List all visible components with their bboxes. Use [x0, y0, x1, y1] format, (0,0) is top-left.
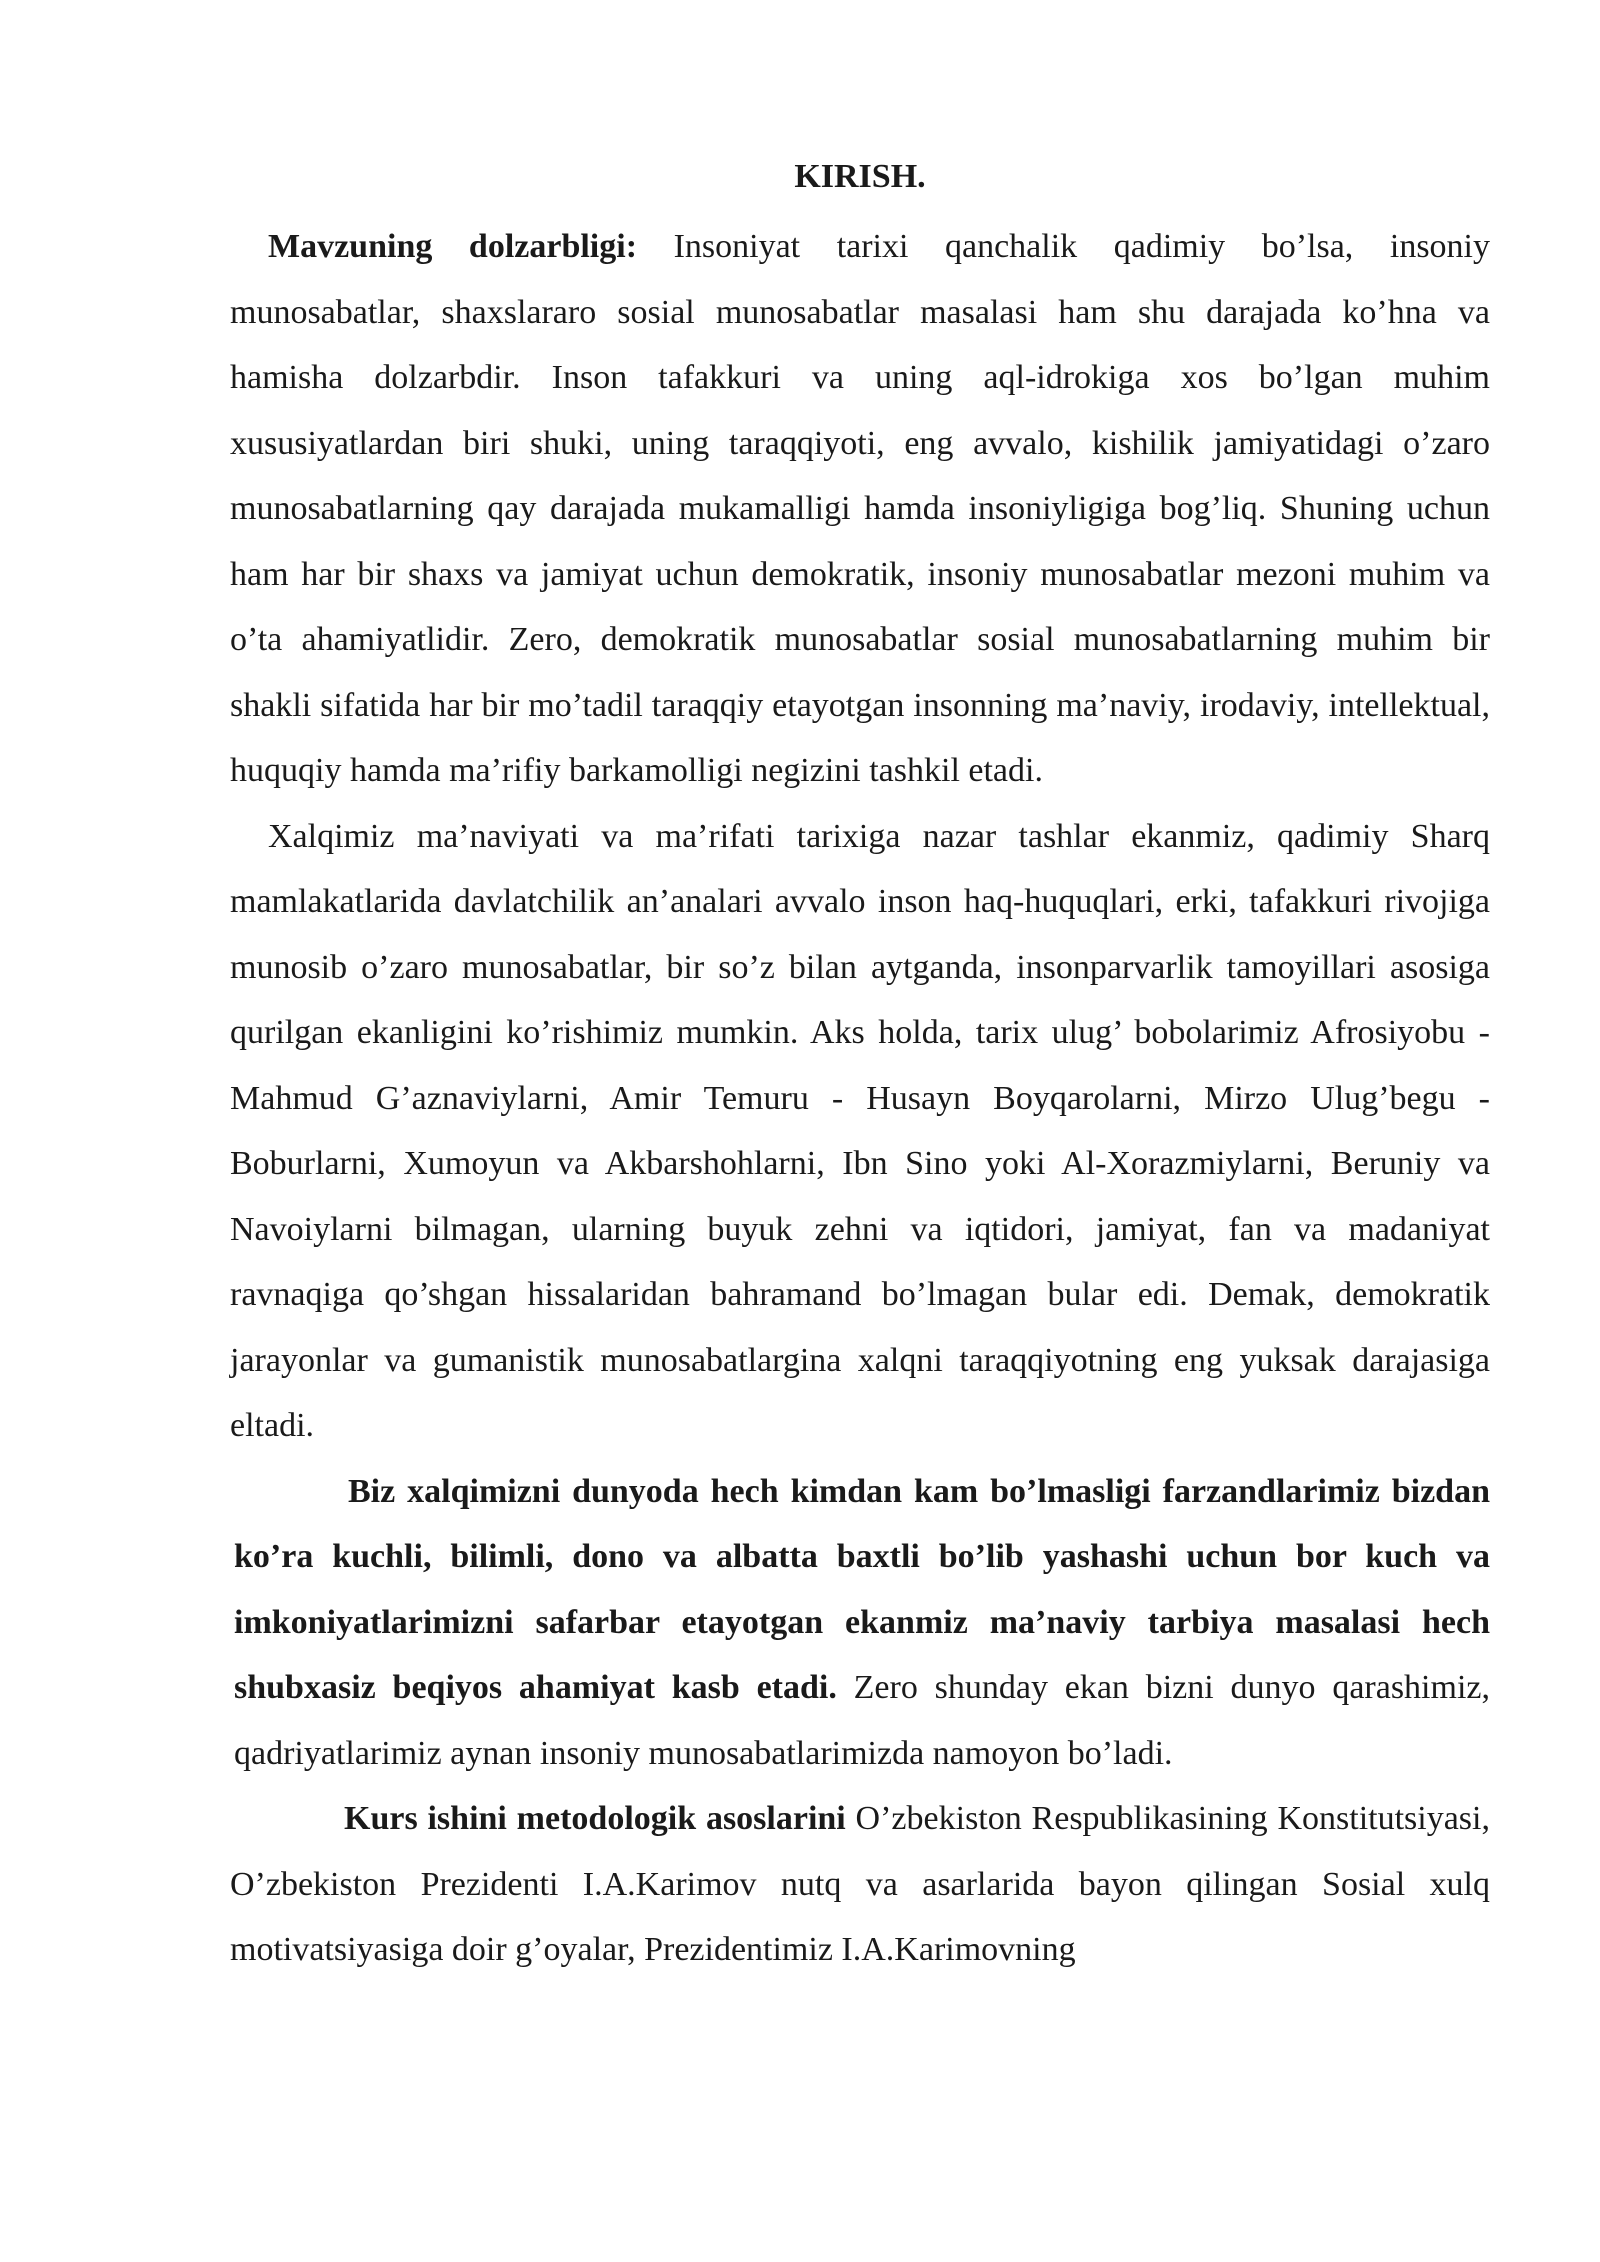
paragraph-relevance	[230, 214, 1490, 804]
paragraph-upbringing	[230, 1459, 1490, 1787]
methodology-heading: Kurs ishini metodologik asoslarini	[344, 1800, 846, 1837]
relevance-heading: Mavzuning dolzarbligi:	[268, 228, 638, 265]
paragraph-methodology	[230, 1786, 1490, 1983]
history-text: Xalqimiz ma’naviyati va ma’rifati tarixiga nazar tashlar ekanmiz, qadimiy Sharq mamlakatlarida davlatchilik an’analari avvalo inson haq-huquqlari, erki, tafakkuri rivojiga munosib o’zaro munosabatlar, bir so’z bilan aytganda, insonparvarlik tamoyillari asosiga qurilgan ekanligini ko’rishimiz mumkin. Aks holda, tarix ulug’ bobolarimiz Afrosiyobu - Mahmud G’aznaviylarni, Amir Temuru - Husayn Boyqarolarni, Mirzo Ulug’begu - Boburlarni, Xumoyun va Akbarshohlarni, Ibn Sino yoki Al-Xorazmiylarni, Beruniy va Navoiylarni bilmagan, ularning buyuk zehni va iqtidori, jamiyat, fan va madaniyat ravnaqiga qo’shgan hissalaridan bahramand bo’lmagan bular edi. Demak, demokratik jarayonlar va gumanistik munosabatlargina xalqni taraqqiyotning eng yuksak darajasiga eltadi.	[230, 817, 1490, 1444]
document-page	[230, 150, 1490, 1983]
page-title: KIRISH.	[794, 158, 926, 195]
paragraph-history	[230, 804, 1490, 1459]
relevance-text: Insoniyat tarixi qanchalik qadimiy bo’lsa, insoniy munosabatlar, shaxslararo sosial munosabatlar masalasi ham shu darajada ko’hna va hamisha dolzarbdir. Inson tafakkuri va uning aql-idrokiga xos bo’lgan muhim xususiyatlardan biri shuki, uning taraqqiyoti, eng avvalo, kishilik jamiyatidagi o’zaro munosabatlarning qay darajada mukamalligi hamda insoniyligiga bog’liq. Shuning uchun ham har bir shaxs va jamiyat uchun demokratik, insoniy munosabatlar mezoni muhim va o’ta ahamiyatlidir. Zero, demokratik munosabatlar sosial munosabatlarning muhim bir shakli sifatida har bir mo’tadil taraqqiy etayotgan insonning ma’naviy, irodaviy, intellektual, huquqiy hamda ma’rifiy barkamolligi negizini tashkil etadi.	[230, 228, 1490, 789]
upbringing-bold-text: Biz xalqimizni dunyoda hech kimdan kam bo’lmasligi farzandlarimiz bizdan ko’ra kuchli, bilimli, dono va albatta baxtli bo’lib yashashi uchun bor kuch va imkoniyatlarimizni safarbar etayotgan ekanmiz ma’naviy tarbiya masalasi hech shubxasiz beqiyos ahamiyat kasb etadi.	[234, 1472, 1490, 1706]
methodology-text: O’zbekiston Respublikasining Konstitutsiyasi, O’zbekiston Prezidenti I.A.Karimov nutq va asarlarida bayon qilingan Sosial xulq motivatsiyasiga doir g’oyalar, Prezidentimiz I.A.Karimovning	[230, 1800, 1490, 1968]
upbringing-text: Zero shunday ekan bizni dunyo qarashimiz, qadriyatlarimiz aynan insoniy munosabatlarimizda namoyon bo’ladi.	[234, 1669, 1490, 1772]
